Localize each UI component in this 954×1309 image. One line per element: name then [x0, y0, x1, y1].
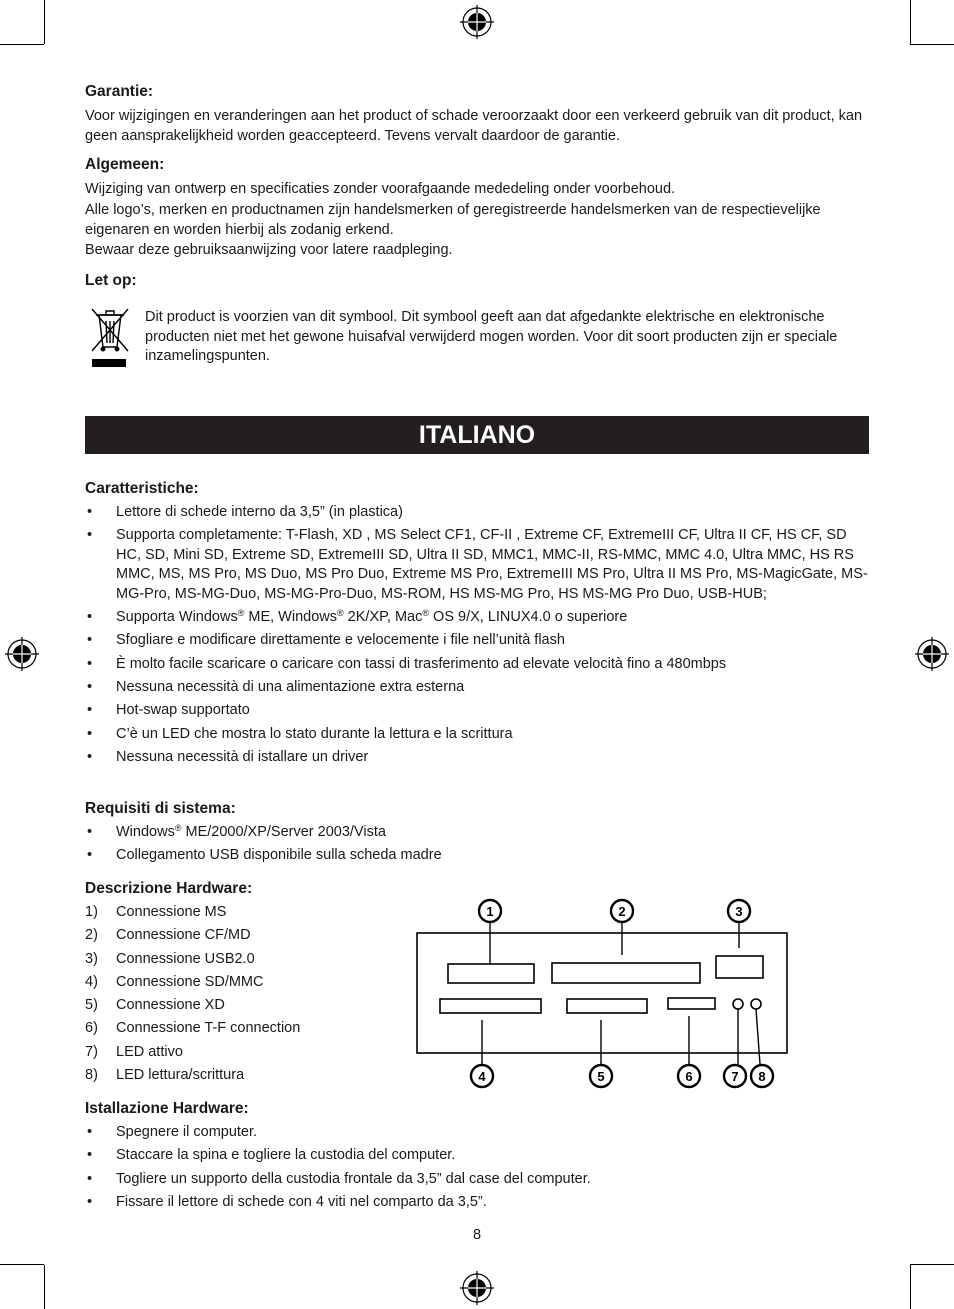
- installazione-heading: Istallazione Hardware:: [85, 1100, 249, 1117]
- item-text: Connessione XD: [116, 997, 225, 1014]
- list-item: [85, 655, 870, 675]
- callout-label-4: 4: [478, 1069, 486, 1084]
- item-text: Togliere un supporto della custodia frontale da 3,5” dal case del computer.: [116, 1170, 591, 1187]
- card-reader-diagram: [412, 894, 792, 1094]
- bullet: •: [87, 847, 93, 864]
- callout-label-3: 3: [735, 904, 743, 919]
- item-text: Sfogliare e modificare direttamente e velocemente i file nell’unità flash: [116, 632, 565, 649]
- callout-label-7: 7: [731, 1069, 739, 1084]
- item-number: 6): [85, 1020, 98, 1037]
- bullet: •: [87, 655, 93, 672]
- section-banner-italiano: ITALIANO: [85, 416, 869, 454]
- xd-slot: [567, 999, 647, 1013]
- requisiti-list: [85, 823, 870, 870]
- item-text: È molto facile scaricare o caricare con tassi di trasferimento ad elevate velocità fino a 480mbps: [116, 655, 727, 672]
- os-support-part-1: Supporta Windows: [116, 609, 238, 626]
- bullet: •: [87, 1193, 93, 1210]
- list-item: [85, 1019, 405, 1039]
- list-item: [85, 1146, 870, 1166]
- item-number: 8): [85, 1067, 98, 1084]
- item-text: Spegnere il computer.: [116, 1124, 258, 1140]
- ms-slot: [448, 964, 534, 983]
- item-text: Connessione T-F connection: [116, 1020, 301, 1037]
- sd-slot: [440, 999, 541, 1013]
- callout-label-5: 5: [597, 1069, 605, 1084]
- bullet: •: [87, 1147, 93, 1164]
- list-item: [85, 631, 870, 651]
- tf-slot: [668, 998, 715, 1009]
- bullet: •: [87, 1124, 93, 1140]
- item-text: Nessuna necessità di istallare un driver: [116, 748, 369, 765]
- bullet: •: [87, 504, 93, 520]
- bullet: •: [87, 1170, 93, 1187]
- letop-text: Dit product is voorzien van dit symbool. Dit symbool geeft aan dat afgedankte elektrische en elektronische producten niet met het gewone huisafval verwijderd mogen worden. Voor dit soort producten zijn er speciale inzamelingspunten.: [145, 309, 838, 364]
- registration-mark-left: [5, 637, 39, 671]
- list-item: [85, 903, 405, 923]
- cf-slot: [552, 963, 700, 983]
- registered-mark: ®: [237, 608, 245, 619]
- item-text: Collegamento USB disponibile sulla scheda madre: [116, 847, 442, 864]
- list-item: [85, 1043, 405, 1063]
- caratteristiche-list: [85, 503, 870, 771]
- callout-label-1: 1: [486, 904, 494, 919]
- bullet: •: [87, 527, 93, 544]
- list-item: [85, 503, 870, 523]
- item-text: Hot-swap supportato: [116, 702, 250, 719]
- page-number: 8: [472, 1227, 482, 1243]
- bullet: •: [87, 609, 93, 626]
- registered-mark: ®: [174, 823, 182, 833]
- list-item: [85, 926, 405, 946]
- list-item: [85, 701, 870, 721]
- active-led: [733, 999, 743, 1009]
- item-number: 5): [85, 997, 98, 1014]
- bullet: •: [87, 748, 93, 765]
- descrizione-list: [85, 903, 405, 1089]
- list-item: [85, 973, 405, 993]
- list-item: [85, 1170, 870, 1190]
- item-text: Connessione CF/MD: [116, 927, 251, 944]
- caratteristiche-heading: Caratteristiche:: [85, 480, 199, 497]
- installazione-list: [85, 1123, 870, 1216]
- algemeen-line-3: Bewaar deze gebruiksaanwijzing voor latere raadpleging.: [85, 242, 453, 258]
- list-item: [85, 678, 870, 698]
- item-number: 2): [85, 927, 98, 944]
- registered-mark: ®: [422, 608, 430, 619]
- rw-led: [751, 999, 761, 1009]
- os-requirement-part-2: ME/2000/XP/Server 2003/Vista: [181, 824, 386, 840]
- list-item: [85, 950, 405, 970]
- list-item: [85, 846, 870, 866]
- item-text: Lettore di schede interno da 3,5” (in plastica): [116, 504, 403, 520]
- callout-label-8: 8: [758, 1069, 766, 1084]
- item-text: Supporta completamente: T-Flash, XD , MS Select CF1, CF-II , Extreme CF, ExtremeIII CF, Ultra II CF, HS CF, SD HC, SD, Mini SD, Extreme SD, ExtremeIII SD, Ultra II SD, MMC1, MMC-II, RS-MMC, MMC 4.0, Ultra MMC, HS RS MMC, MS, MS Pro, MS Duo, MS Pro Duo, Extreme MS Pro, ExtremeIII MS Pro, Ultra II MS Pro, MS-MagicGate, MS-MG-Pro, MS-MG-Duo, MS-MG-Pro-Duo, MS-ROM, HS MS-MG Pro, HS MS-MG Pro Duo, USB-HUB;: [116, 527, 868, 602]
- item-number: 7): [85, 1043, 98, 1060]
- reader-front-panel: [417, 933, 787, 1053]
- registration-mark-right: [915, 637, 949, 671]
- item-text: LED attivo: [116, 1043, 183, 1060]
- list-item: [85, 748, 870, 768]
- os-support-part-4: OS 9/X, LINUX4.0 o superiore: [429, 609, 628, 626]
- registered-mark: ®: [337, 608, 344, 619]
- garantie-heading: Garantie:: [85, 83, 154, 100]
- garantie-text: Voor wijzigingen en veranderingen aan het product of schade veroorzaakt door een verkeerd gebruik van dit product, kan geen aansprakelijkheid worden geaccepteerd. Tevens vervalt daardoor de garantie.: [85, 108, 863, 144]
- bullet: •: [87, 725, 93, 742]
- item-text: Fissare il lettore di schede con 4 viti nel comparto da 3,5”.: [116, 1193, 487, 1210]
- registration-mark-top: [460, 5, 494, 39]
- item-text: C’è un LED che mostra lo stato durante la lettura e la scrittura: [116, 725, 513, 742]
- list-item: [85, 1123, 870, 1143]
- item-text: Connessione MS: [116, 904, 227, 920]
- callout-label-2: 2: [618, 904, 626, 919]
- item-number: 3): [85, 950, 98, 967]
- letop-heading: Let op:: [85, 272, 137, 289]
- item-text: LED lettura/scrittura: [116, 1067, 245, 1084]
- os-support-part-2: ME, Windows: [244, 609, 338, 626]
- item-number: 4): [85, 973, 98, 990]
- os-requirement-part-1: Windows: [116, 824, 175, 840]
- list-item: [85, 996, 405, 1016]
- bullet: •: [87, 632, 93, 649]
- list-item: [85, 725, 870, 745]
- item-text: Staccare la spina e togliere la custodia del computer.: [116, 1147, 456, 1164]
- algemeen-line-1: Wijziging van ontwerp en specificaties zonder voorafgaande mededeling onder voorbehoud.: [85, 181, 676, 197]
- list-item: [85, 1193, 870, 1213]
- os-support-part-3: 2K/XP, Mac: [343, 609, 423, 626]
- registration-mark-bottom: [460, 1271, 494, 1305]
- item-text: Connessione USB2.0: [116, 950, 255, 967]
- item-text: Nessuna necessità di una alimentazione extra esterna: [116, 678, 465, 695]
- list-item: [85, 608, 870, 628]
- bullet: •: [87, 824, 93, 840]
- usb-port: [716, 956, 763, 978]
- list-item: [85, 1066, 405, 1086]
- list-item: [85, 526, 870, 604]
- bullet: •: [87, 678, 93, 695]
- list-item: [85, 823, 870, 843]
- weee-crossed-bin-icon: [88, 303, 132, 369]
- algemeen-line-2: Alle logo’s, merken en productnamen zijn handelsmerken of geregistreerde handelsmerken van de respectievelijke eigenaren en worden hierbij als zodanig erkend.: [85, 202, 821, 238]
- item-text: Connessione SD/MMC: [116, 973, 264, 990]
- bullet: •: [87, 702, 93, 719]
- descrizione-heading: Descrizione Hardware:: [85, 880, 253, 897]
- algemeen-heading: Algemeen:: [85, 156, 165, 173]
- item-number: 1): [85, 904, 98, 920]
- requisiti-heading: Requisiti di sistema:: [85, 800, 236, 817]
- callout-label-6: 6: [685, 1069, 693, 1084]
